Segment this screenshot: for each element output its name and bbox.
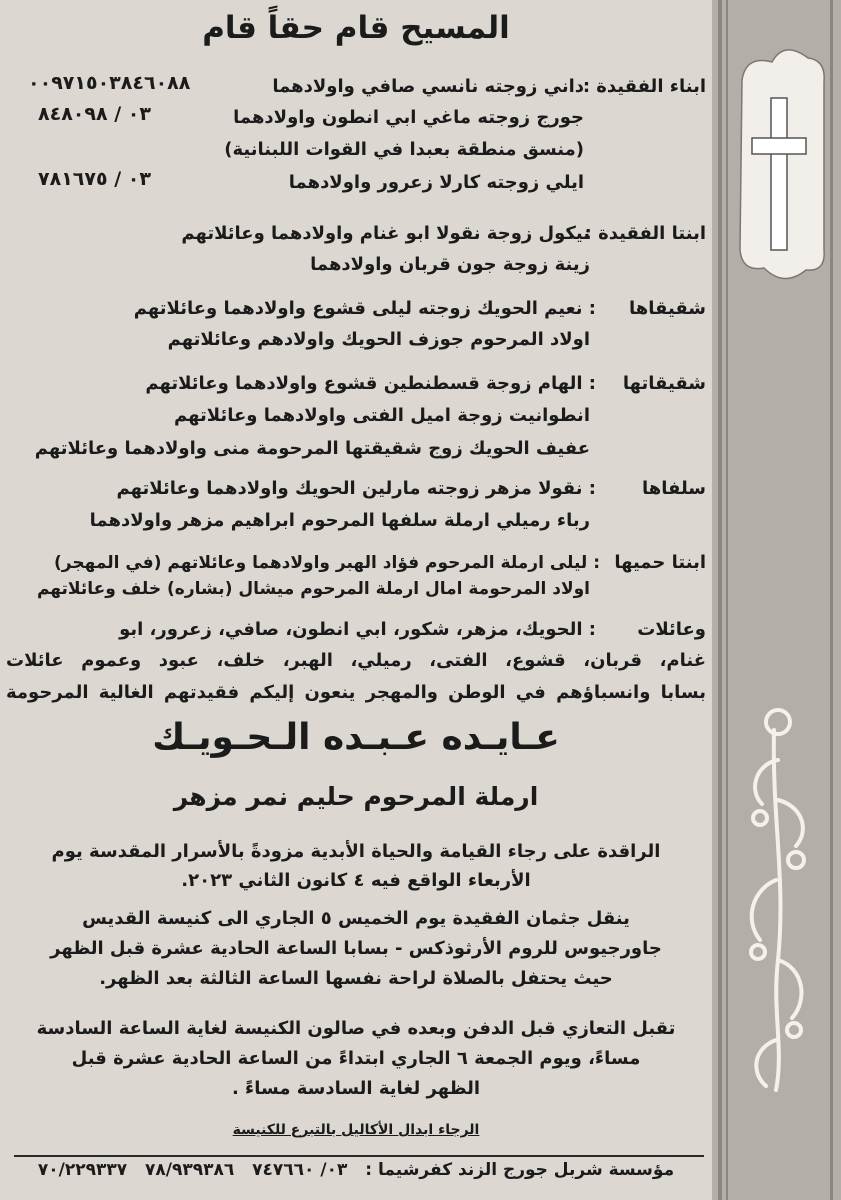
footer-phone-2: ٧٨/٩٣٩٣٨٦ bbox=[145, 1160, 235, 1180]
sons-phone-1: ٠٠٩٧١٥٠٣٨٤٦٠٨٨ bbox=[28, 72, 191, 94]
footer bbox=[0, 1160, 712, 1180]
flowers-appeal: الرجاء ابدال الأكاليل بالتبرع للكنيسة bbox=[232, 1122, 480, 1138]
body-line-7: مساءً، ويوم الجمعة ٦ الجاري ابتداءً من الساعة الحادية عشرة قبل bbox=[71, 1048, 641, 1069]
body-line-6: تقبل التعازي قبل الدفن وبعده في صالون الكنيسة لغاية الساعة السادسة bbox=[36, 1018, 676, 1039]
footer-phone-3: ٧٠/٢٢٩٣٣٧ bbox=[37, 1160, 128, 1180]
daughters-line-2: زينة زوجة جون قربان واولادهما bbox=[310, 254, 590, 275]
husband-sisters-line-1: : ليلى ارملة المرحوم فؤاد الهبر واولادهما وعائلاتهم (في المهجر) bbox=[54, 553, 600, 573]
sons-phone-4: ٠٣ / ٧٨١٦٧٥ bbox=[38, 168, 151, 190]
sons-line-2: جورج زوجته ماغي ابي انطون واولادهما bbox=[233, 107, 584, 128]
footer-agency: مؤسسة شربل جورج الزند كفرشيما : bbox=[365, 1160, 675, 1180]
daughters-label: ابنتا الفقيدة : bbox=[584, 223, 706, 244]
brothers-in-law-line-1: : نقولا مزهر زوجته مارلين الحويك واولادهما وعائلاتهم bbox=[116, 478, 596, 499]
sons-phone-2: ٠٣ / ٨٤٨٠٩٨ bbox=[38, 103, 151, 125]
sons-line-1: داني زوجته نانسي صافي واولادهما bbox=[272, 76, 584, 97]
cross-icon bbox=[740, 50, 824, 279]
sisters-label: شقيقاتها bbox=[622, 373, 706, 394]
body-line-5: حيث يحتفل بالصلاة لراحة نفسها الساعة الثالثة بعد الظهر. bbox=[99, 968, 613, 989]
body-line-3: ينقل جثمان الفقيدة يوم الخميس ٥ الجاري الى كنيسة القديس bbox=[82, 908, 630, 929]
families-line-3: بسابا وانسباؤهم في الوطن والمهجر ينعون إليكم فقيدتهم الغالية المرحومة bbox=[6, 682, 706, 703]
footer-divider bbox=[14, 1155, 704, 1157]
decorative-border-art bbox=[712, 0, 841, 1200]
brothers-line-2: اولاد المرحوم جوزف الحويك واولادهم وعائلاتهم bbox=[167, 329, 590, 350]
body-line-8: الظهر لغاية السادسة مساءً . bbox=[231, 1078, 481, 1099]
body-line-1: الراقدة على رجاء القيامة والحياة الأبدية مزودةً بالأسرار المقدسة يوم bbox=[51, 841, 661, 862]
deceased-name: عـايـده عـبـده الـحـويـك bbox=[152, 717, 560, 758]
sons-line-4: ايلي زوجته كارلا زعرور واولادهما bbox=[288, 172, 584, 193]
widow-of: ارملة المرحوم حليم نمر مزهر bbox=[173, 782, 539, 811]
sons-line-3: (منسق منطقة بعبدا في القوات اللبنانية) bbox=[224, 139, 584, 160]
sisters-line-3: عفيف الحويك زوج شقيقتها المرحومة منى واولادهما وعائلاتهم bbox=[34, 438, 590, 459]
brothers-line-1: : نعيم الحويك زوجته ليلى قشوع واولادهما وعائلاتهم bbox=[133, 298, 596, 319]
families-line-1: : الحويك، مزهر، شكور، ابي انطون، صافي، زعرور، ابو bbox=[119, 619, 596, 640]
daughters-line-1: نيكول زوجة نقولا ابو غنام واولادهما وعائلاتهم bbox=[181, 223, 590, 244]
husband-sisters-line-2: اولاد المرحومة امال ارملة المرحوم ميشال (بشاره) خلف وعائلاتهم bbox=[36, 579, 590, 599]
families-label: وعائلات bbox=[637, 619, 706, 640]
sisters-line-2: انطوانيت زوجة اميل الفتى واولادهما وعائلاتهم bbox=[174, 405, 590, 426]
brothers-label: شقيقاها bbox=[629, 298, 706, 319]
sisters-line-1: : الهام زوجة قسطنطين قشوع واولادهما وعائلاتهم bbox=[145, 373, 596, 394]
decorative-border bbox=[712, 0, 841, 1200]
families-line-2: غنام، قربان، قشوع، الفتى، رميلي، الهبر، خلف، عبود وعموم عائلات bbox=[6, 650, 706, 671]
sons-label: ابناء الفقيدة : bbox=[582, 76, 706, 97]
body-line-4: جاورجيوس للروم الأرثوذكس - بسابا الساعة الحادية عشرة قبل الظهر bbox=[50, 938, 662, 959]
body-line-2: الأربعاء الواقع فيه ٤ كانون الثاني ٢٠٢٣. bbox=[181, 870, 531, 891]
page-title: المسيح قام حقاً قام bbox=[202, 10, 510, 46]
brothers-in-law-label: سلفاها bbox=[641, 478, 706, 499]
husband-sisters-label: ابنتا حميها bbox=[614, 552, 706, 573]
brothers-in-law-line-2: رباء رميلي ارملة سلفها المرحوم ابراهيم مزهر واولادهما bbox=[89, 510, 590, 531]
footer-phone-1: ٠٣/ ٧٤٧٦٦٠ bbox=[252, 1160, 348, 1180]
